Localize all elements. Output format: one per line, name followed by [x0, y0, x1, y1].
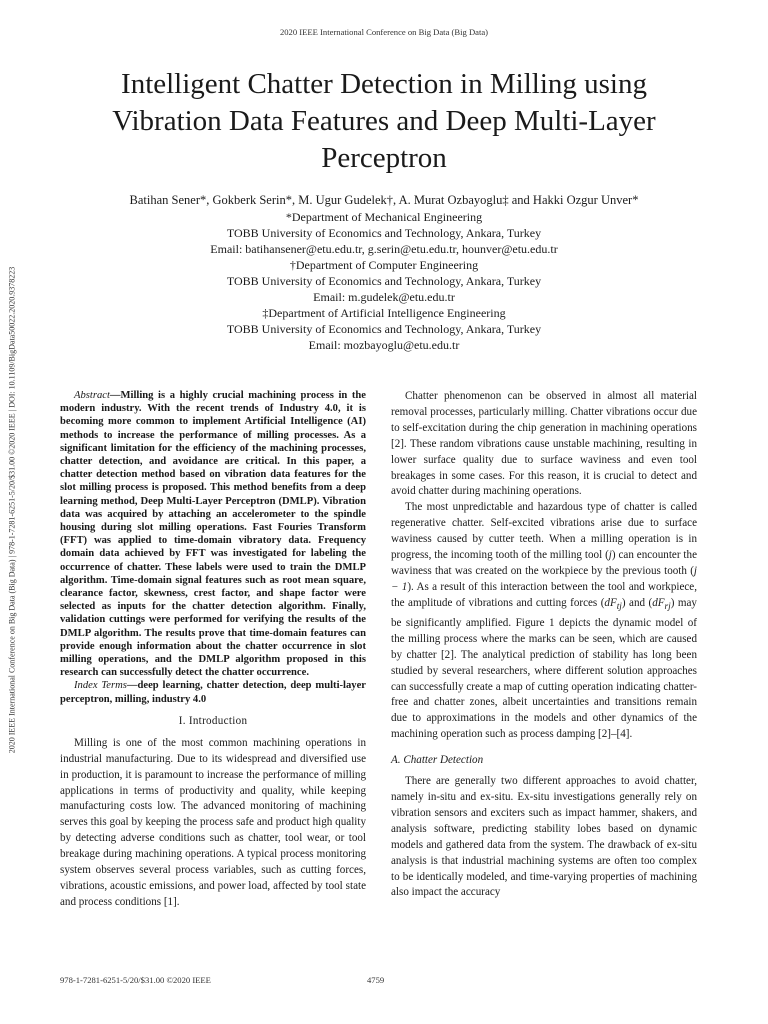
affiliation-1-university: TOBB University of Economics and Technology, Ankara, Turkey: [226, 226, 542, 240]
affiliation-2-department: †Department of Computer Engineering: [289, 258, 479, 272]
abstract-label: Abstract: [74, 390, 110, 401]
footer-copyright: 978-1-7281-6251-5/20/$31.00 ©2020 IEEE: [60, 975, 211, 985]
math-dfr-sub: rj: [664, 602, 671, 612]
title-line-1: Intelligent Chatter Detection in Milling using: [121, 68, 647, 100]
chatter-detection-paragraph: There are generally two different approaches to avoid chatter, namely in-situ and ex-situ. Ex-situ investigations generally rely on vibration sensors and exciters such as impact hammer, shakers, and analysis software, predicting stability lobes based on dynamic models and gathered data from the system. The drawback of ex-situ analysis is that industrial machining systems are often too complex to be identically modeled, and time-varying properties of machining also impact the accuracy: [391, 775, 697, 899]
subsection-heading-chatter-detection: A. Chatter Detection: [391, 754, 484, 767]
regenerative-chatter-paragraph: [391, 500, 697, 743]
abstract: [60, 389, 366, 679]
running-header: 2020 IEEE International Conference on Big Data (Big Data): [279, 27, 489, 37]
right-column: [391, 389, 697, 901]
title-line-2: Vibration Data Features and Deep Multi-Layer: [112, 105, 656, 137]
paper-title: [60, 66, 708, 177]
index-terms: [60, 679, 366, 705]
math-dfr-base: dF: [652, 596, 665, 609]
para2-part-b: ) can encounter the waviness that was created on the workpiece by the previous tooth (: [391, 549, 697, 577]
math-dft: [604, 596, 622, 612]
para2-part-a: The most unpredictable and hazardous type of chatter is called regenerative chatter. Self-excited vibrations arise due to surface waviness caused by cutter teeth. When a milling operation is in progress, the incoming tooth of the milling tool (: [391, 501, 697, 562]
para2-part-d: ) may be significantly amplified. Figure 1 depicts the dynamic model of the milling process where the marks can be seen, which are caused by chatter [2]. The analytical prediction of stability has long been studied by several researchers, where different solution approaches can successfully create a map of cutting operation indicating chatter-free and chatter zones, albeit uncertainties and transitions remain due to approximations in the models and other dynamics of the machining operation such as process damping [2]–[4].: [391, 596, 697, 741]
affiliation-2-email: Email: m.gudelek@etu.edu.tr: [313, 290, 455, 304]
side-doi-strip: [2, 190, 22, 830]
page-number: 4759: [367, 975, 385, 985]
author-block: [40, 192, 728, 353]
abstract-text: —Milling is a highly crucial machining process in the modern industry. With the recent trends of Industry 4.0, it is becoming more common to implement Artificial Intelligence (AI) methods to increase the performance of milling processes. As a significant limitation for the efficiency of the machining processes, chatter detection, and avoidance are critical. In this paper, a chatter detection method based on vibration data features for the slot milling process is proposed. This method benefits from a deep learning method, Deep Multi-Layer Perceptron (DMLP). Vibration data was acquired by attaching an accelerometer to the spindle housing during slot milling operations. Fast Fouries Transform (FFT) was applied to time-domain vibratory data. Frequency domain data achieved by FFT was investigated for labeling the occurrence of chatter. These labels were used to train the DMLP algorithm. Time-domain signal features such as root mean square, clearance factor, skewness, crest factor, and shape factor were selected as inputs for the chatter detection algorithm. Finally, validation cuttings were performed for verifying the results of the DMLP algorithm. The results prove that time-domain features can provide enough information about the chatter occurrence in slot milling operations, and the DMLP algorithm proposed in this research can successfully detect the chatter occurrence.: [60, 390, 366, 679]
index-terms-label: Index Terms: [74, 680, 127, 692]
author-names: Batihan Sener*, Gokberk Serin*, M. Ugur Gudelek†, A. Murat Ozbayoglu‡ and Hakki Ozgur Unver*: [129, 193, 639, 207]
para2-part-c: ). As a result of this interaction between the tool and workpiece, the amplitude of vibrations and cutting forces (: [391, 580, 698, 609]
math-dft-sub: tj: [616, 602, 622, 612]
side-doi-text: 2020 IEEE International Conference on Big Data (Big Data) | 978-1-7281-6251-5/20/$31.00 ©2020 IEEE | DOI: 10.1109/BigData50022.2020.9378223: [7, 266, 17, 754]
section-heading-introduction: I. Introduction: [178, 714, 248, 727]
math-j-minus-1: j − 1: [391, 564, 697, 593]
introduction-paragraph-1: Milling is one of the most common machining operations in industrial manufacturing. Due to its widespread and diversified use in production, it is paramount to increase the performance of milling applications in terms of productivity and quality, while keeping manufacturing costs low. The advanced monitoring of machining serves this goal by keeping the process safe and product high quality by detecting adverse conditions such as chatter, tool wear, or tool breakage during machining operations. A typical process monitoring system observes several process variables, such as cutting forces, vibrations, acoustic emissions, and power load, affected by tool state and process conditions [1].: [60, 736, 366, 908]
math-dft-base: dF: [604, 596, 617, 609]
affiliation-1-department: *Department of Mechanical Engineering: [285, 210, 483, 224]
affiliation-1-email: Email: batihansener@etu.edu.tr, g.serin@etu.edu.tr, hounver@etu.edu.tr: [210, 242, 558, 256]
title-line-3: Perceptron: [321, 142, 447, 174]
affiliation-2-university: TOBB University of Economics and Technology, Ankara, Turkey: [226, 274, 542, 288]
index-terms-text: —deep learning, chatter detection, deep multi-layer perceptron, milling, industry 4.0: [60, 680, 366, 705]
affiliation-3-university: TOBB University of Economics and Technology, Ankara, Turkey: [226, 322, 542, 336]
math-j: j: [608, 549, 612, 562]
affiliation-3-email: Email: mozbayoglu@etu.edu.tr: [308, 338, 460, 352]
affiliation-3-department: ‡Department of Artificial Intelligence Engineering: [262, 306, 506, 320]
left-column: [60, 389, 366, 911]
para2-and: ) and (: [621, 596, 653, 609]
math-dfr: [652, 596, 671, 612]
chatter-paragraph: Chatter phenomenon can be observed in almost all material removal processes, particularly milling. Chatter vibrations occur due to self-excitation during the chip generation in machining operations [2]. These random vibrations cause unstable machining, resulting in lower surface quality due to surface waviness and even tool breakages in some cases. For this reason, it is crucial to detect and avoid chatter during machining operations.: [391, 390, 697, 498]
